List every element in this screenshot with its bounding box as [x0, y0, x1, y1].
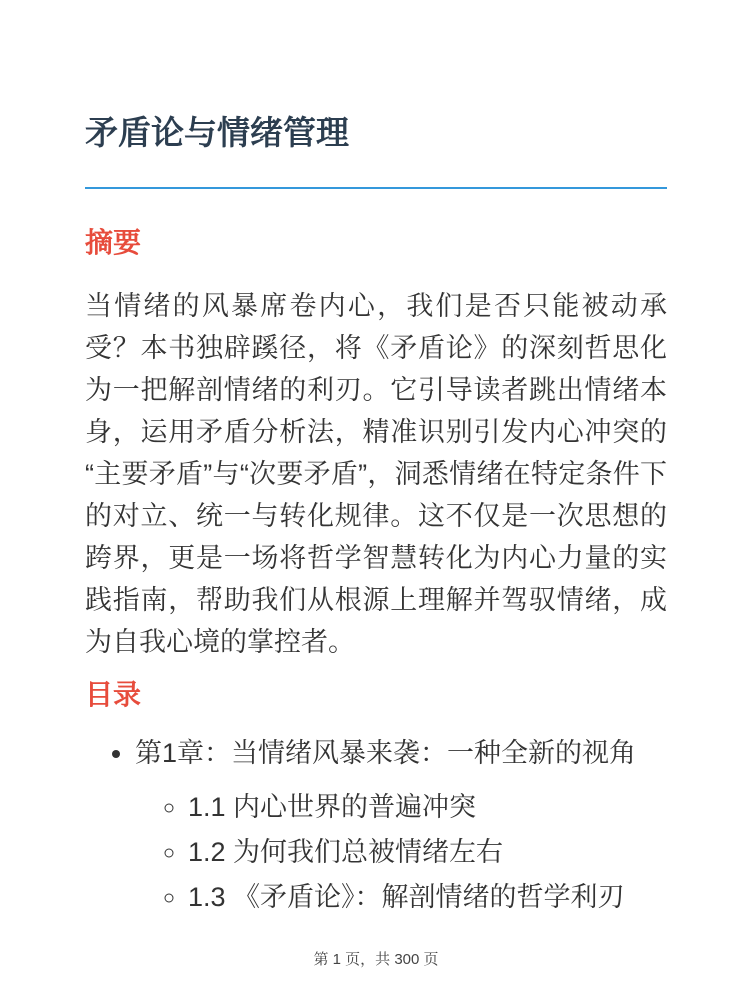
toc-section-item: ◦ 1.2 为何我们总被情绪左右	[188, 835, 667, 869]
toc-heading: 目录	[85, 679, 142, 711]
title-divider	[85, 187, 667, 189]
toc-chapter-label: 第1章：当情绪风暴来袭：一种全新的视角	[135, 737, 637, 768]
abstract-paragraph: 当情绪的风暴席卷内心，我们是否只能被动承受？本书独辟蹊径，将《矛盾论》的深刻哲思化为一把解剖情绪的利刃。它引导读者跳出情绪本身，运用矛盾分析法，精准识别引发内心冲突的“主要矛盾”与“次要矛盾”，洞悉情绪在特定条件下的对立、统一与转化规律。这不仅是一次思想的跨界，更是一场将哲学智慧转化为内心力量的实践指南，帮助我们从根源上理解并驾驭情绪，成为自我心境的掌控者。	[85, 291, 667, 658]
abstract-heading: 摘要	[85, 226, 142, 258]
toc-sections-list	[135, 790, 667, 914]
toc-chapter-item	[135, 736, 667, 914]
toc-section-item: ◦ 1.3 《矛盾论》：解剖情绪的哲学利刃	[188, 880, 667, 914]
page-title: 矛盾论与情绪管理	[85, 114, 349, 151]
page-number-footer: 第 1 页，共 300 页	[313, 951, 439, 968]
toc-list	[85, 736, 667, 925]
toc-section-item: ◦ 1.1 内心世界的普遍冲突	[188, 790, 667, 824]
